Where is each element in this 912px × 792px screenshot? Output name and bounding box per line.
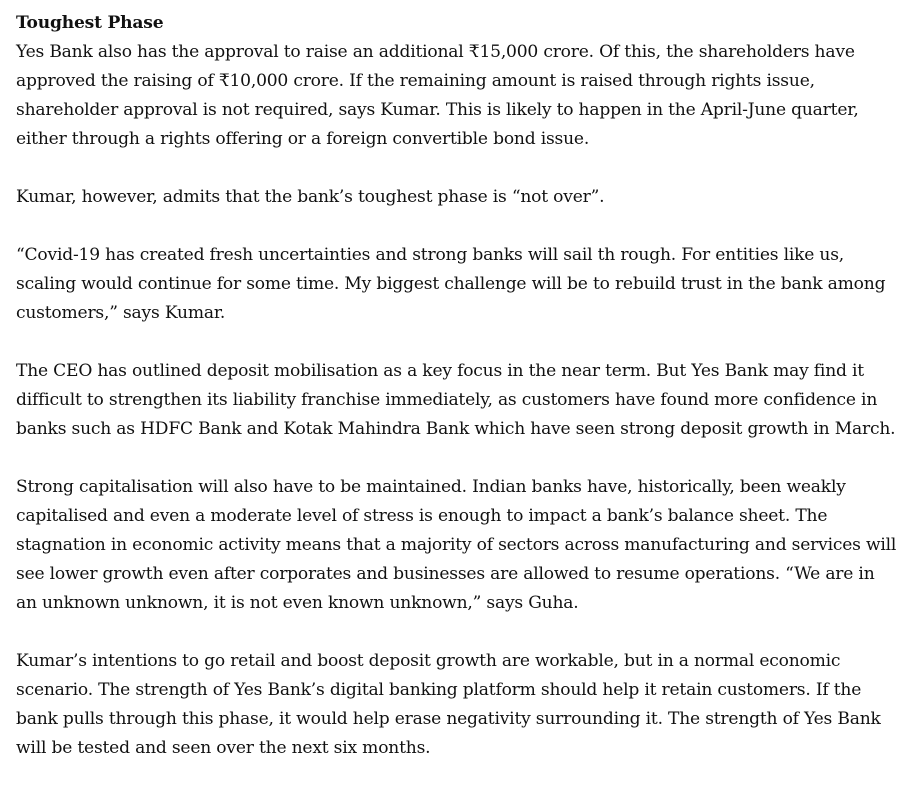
paragraph-retail-intentions: Kumar’s intentions to go retail and boost deposit growth are workable, but in a normal economic scenario. The strength of Yes Bank’s digital banking platform should help it retain customers. If the bank pulls through this phase, it would help erase negativity surrounding it. The strength of Yes Bank will be tested and seen over the next six months. <box>16 651 881 758</box>
paragraph-toughest-phase: Kumar, however, admits that the bank’s toughest phase is “not over”. <box>16 187 605 207</box>
paragraph-capitalisation: Strong capitalisation will also have to be maintained. Indian banks have, historically, been weakly capitalised and even a moderate level of stress is enough to impact a bank’s balance sheet. The stagnation in economic activity means that a majority of sectors across manufacturing and services will see lower growth even after corporates and businesses are allowed to resume operations. “We are in an unknown unknown, it is not even known unknown,” says Guha. <box>16 477 897 613</box>
paragraph-deposit-mobilisation: The CEO has outlined deposit mobilisation as a key focus in the near term. But Yes Bank may find it difficult to strengthen its liability franchise immediately, as customers have found more confidence in banks such as HDFC Bank and Kotak Mahindra Bank which have seen strong deposit growth in March. <box>16 361 896 439</box>
section-heading: Toughest Phase <box>16 13 164 33</box>
paragraph-covid-quote: “Covid-19 has created fresh uncertainties and strong banks will sail th rough. For entities like us, scaling would continue for some time. My biggest challenge will be to rebuild trust in the bank among customers,” says Kumar. <box>16 245 886 323</box>
paragraph-fundraising: Yes Bank also has the approval to raise an additional ₹15,000 crore. Of this, the shareholders have approved the raising of ₹10,000 crore. If the remaining amount is raised through rights issue, shareholder approval is not required, says Kumar. This is likely to happen in the April-June quarter, either through a rights offering or a foreign convertible bond issue. <box>16 42 859 149</box>
article-body <box>16 9 900 792</box>
